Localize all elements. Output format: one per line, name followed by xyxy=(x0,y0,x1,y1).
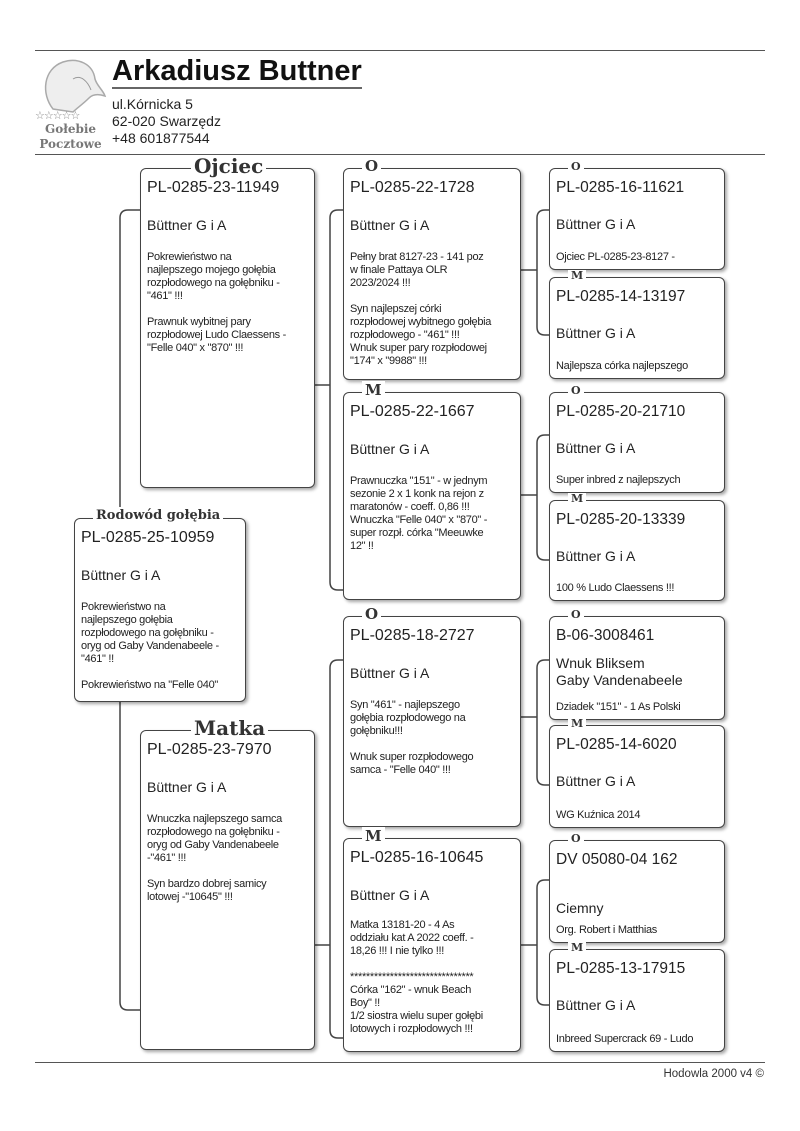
card-title: O xyxy=(568,161,584,173)
street: ul.Kórnicka 5 xyxy=(112,96,193,112)
ring-number: PL-0285-13-17915 xyxy=(556,960,686,977)
ring-number: PL-0285-18-2727 xyxy=(350,627,475,644)
card-title: M xyxy=(362,827,385,845)
ring-number: PL-0285-22-1667 xyxy=(350,403,475,420)
owner: Ciemny xyxy=(556,900,604,916)
note: 100 % Ludo Claessens !!! xyxy=(556,582,675,594)
note: Super inbred z najlepszych xyxy=(556,474,681,486)
ring-number: PL-0285-25-10959 xyxy=(81,529,215,546)
note: Pokrewieństwo na najlepszego gołębia rozpłodowego na gołębniku - oryg od Gaby Vandenabeele - "461" !! Pokrewieństwo na "Felle 040" xyxy=(81,601,219,691)
card-title: M xyxy=(568,493,586,505)
card-title: Matka xyxy=(191,719,268,737)
card-title: M xyxy=(362,381,385,399)
note: Syn "461" - najlepszego gołębia rozpłodowego na gołębniku!!! Wnuk super rozpłodowego samca - "Felle 040" !!! xyxy=(350,699,474,776)
owner: Büttner G i A xyxy=(81,567,161,583)
city: 62-020 Swarzędz xyxy=(112,113,221,129)
owner: Büttner G i A xyxy=(350,441,430,457)
maternal-grandmother-card[interactable] xyxy=(343,827,521,1052)
note: Pokrewieństwo na najlepszego mojego gołębia rozpłodowego na gołębniku - "461" !!! Prawnuk wybitnej pary rozpłodowej Ludo Claessens - "Felle 040" x "870" !!! xyxy=(147,251,286,354)
ancestor-card[interactable] xyxy=(549,832,725,943)
ring-number: PL-0285-20-13339 xyxy=(556,511,686,528)
note: Wnuczka najlepszego samca rozpłodowego na gołębniku - oryg od Gaby Vandenabeele -"461" !!! Syn bardzo dobrej samicy lotowej -"10645" !!! xyxy=(147,813,282,903)
paternal-grandfather-card[interactable] xyxy=(343,157,521,380)
card-title: O xyxy=(362,157,381,175)
logo-stars: ☆☆☆☆☆ xyxy=(35,110,80,122)
note: Prawnuczka "151" - w jednym sezonie 2 x 1 konk na rejon z maratonów - coeff. 0,86 !!! Wnuczka "Felle 040" x "870" - super rozpł. córka "Meeuwke 12" !! xyxy=(350,475,488,552)
logo-text-line1: Gołebie xyxy=(44,122,97,136)
footer-credit: Hodowla 2000 v4 © xyxy=(663,1068,764,1080)
card-title: Ojciec xyxy=(191,157,266,175)
owner: Büttner G i A xyxy=(556,325,636,341)
logo-text-line2: Pocztowe xyxy=(39,137,102,151)
note: Org. Robert i Matthias xyxy=(556,924,657,936)
owner: Büttner G i A xyxy=(556,548,636,564)
ring-number: PL-0285-14-13197 xyxy=(556,288,686,305)
note: Najlepsza córka najlepszego xyxy=(556,360,688,372)
note: Ojciec PL-0285-23-8127 - xyxy=(556,251,675,263)
owner: Büttner G i A xyxy=(556,997,636,1013)
maternal-grandfather-card[interactable] xyxy=(343,605,521,827)
card-title: O xyxy=(568,833,584,845)
owner: Büttner G i A xyxy=(350,217,430,233)
card-title: O xyxy=(568,385,584,397)
ancestor-card[interactable] xyxy=(549,269,725,379)
note: Inbreed Supercrack 69 - Ludo xyxy=(556,1033,694,1045)
owner: Büttner G i A xyxy=(350,665,430,681)
ring-number: B-06-3008461 xyxy=(556,627,655,644)
phone: +48 601877544 xyxy=(112,130,210,146)
ring-number: DV 05080-04 162 xyxy=(556,851,678,868)
ancestor-card[interactable] xyxy=(549,717,725,828)
ring-number: PL-0285-23-11949 xyxy=(147,179,280,196)
ring-number: PL-0285-20-21710 xyxy=(556,403,686,420)
ancestor-card[interactable] xyxy=(549,160,725,270)
ring-number: PL-0285-16-10645 xyxy=(350,849,484,866)
father-card[interactable] xyxy=(140,154,315,488)
owner: Büttner G i A xyxy=(147,779,227,795)
owner: Büttner G i A xyxy=(556,216,636,232)
note: Pełny brat 8127-23 - 141 poz w finale Pattaya OLR 2023/2024 !!! Syn najlepszej córki rozpłodowej wybitnego gołębia rozpłodowego - "461" !!! Wnuk super pary rozpłodowej "174" x "9988" !!! xyxy=(350,251,492,367)
note: Dziadek "151" - 1 As Polski xyxy=(556,701,681,713)
card-title: M xyxy=(568,718,586,730)
owner: Wnuk Bliksem Gaby Vandenabeele xyxy=(556,655,683,688)
ring-number: PL-0285-16-11621 xyxy=(556,179,685,196)
ancestor-card[interactable] xyxy=(549,492,725,601)
ring-number: PL-0285-14-6020 xyxy=(556,736,677,753)
ancestor-card[interactable] xyxy=(549,608,725,720)
ancestor-card[interactable] xyxy=(549,384,725,493)
owner: Büttner G i A xyxy=(350,887,430,903)
card-title: M xyxy=(568,942,586,954)
card-title: O xyxy=(568,609,584,621)
note: WG Kuźnica 2014 xyxy=(556,809,641,821)
mother-card[interactable] xyxy=(140,716,315,1050)
ring-number: PL-0285-22-1728 xyxy=(350,179,475,196)
owner: Büttner G i A xyxy=(147,217,227,233)
ancestor-card[interactable] xyxy=(549,941,725,1052)
paternal-grandmother-card[interactable] xyxy=(343,381,521,600)
subject-pigeon-card[interactable] xyxy=(74,508,246,702)
breeder-name: Arkadiusz Buttner xyxy=(112,55,362,87)
card-title: O xyxy=(362,605,381,623)
card-title: M xyxy=(568,270,586,282)
ring-number: PL-0285-23-7970 xyxy=(147,741,272,758)
owner: Büttner G i A xyxy=(556,773,636,789)
note: Matka 13181-20 - 4 As oddziału kat A 2022 coeff. - 18,26 !!! I nie tylko !!! ******************************* Córka "162" - wnuk Beach Boy" !! 1/2 siostra wielu super gołębi lotowych i rozpłodowych !!! xyxy=(350,919,483,1035)
card-title: Rodowód gołębia xyxy=(93,507,223,525)
owner: Büttner G i A xyxy=(556,440,636,456)
